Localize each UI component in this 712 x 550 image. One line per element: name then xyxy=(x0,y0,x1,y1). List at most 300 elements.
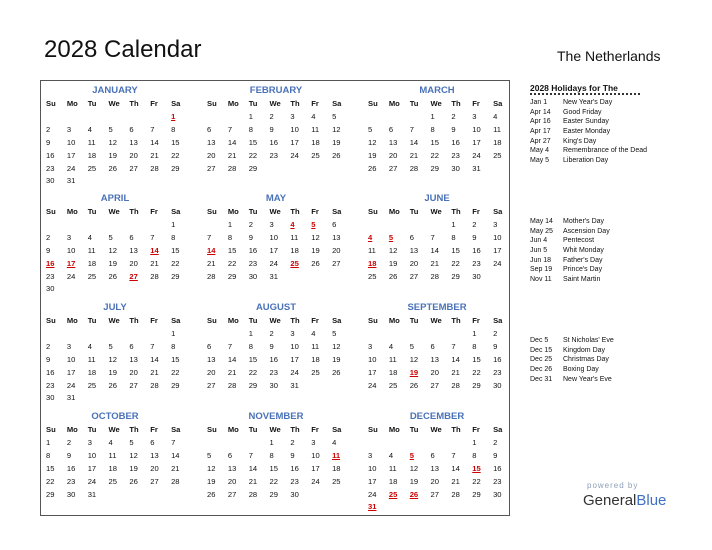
day-cell: 18 xyxy=(332,463,341,473)
day-cell: 5 xyxy=(108,232,113,242)
weekday-header: Fr xyxy=(472,207,480,216)
day-cell: 21 xyxy=(171,463,180,473)
week-row xyxy=(42,463,188,476)
day-cell: 27 xyxy=(150,476,159,486)
holiday-day-cell: 15 xyxy=(472,463,481,473)
weekday-header: We xyxy=(108,99,120,108)
empty-cell xyxy=(125,489,146,502)
day-cell: 13 xyxy=(332,232,341,242)
holiday-name: Kingdom Day xyxy=(563,346,606,354)
day-cell: 3 xyxy=(66,341,72,351)
day-cell: 5 xyxy=(368,124,373,134)
week-row xyxy=(364,124,510,137)
holiday-name: New Year's Day xyxy=(563,99,613,106)
day-cell: 26 xyxy=(409,380,419,390)
day-cell: 17 xyxy=(472,137,481,147)
week-row xyxy=(364,271,510,284)
week-row xyxy=(364,354,510,367)
month-name: DECEMBER xyxy=(409,411,465,422)
day-cell: 17 xyxy=(290,137,299,147)
day-cell: 6 xyxy=(430,341,435,351)
empty-cell xyxy=(245,437,266,450)
day-cell: 21 xyxy=(227,150,237,160)
week-row xyxy=(364,380,510,393)
month-grid xyxy=(364,424,510,514)
day-cell: 25 xyxy=(87,380,97,390)
month-november xyxy=(203,410,349,501)
holiday-name: Mother's Day xyxy=(563,218,605,225)
day-cell: 31 xyxy=(269,271,278,281)
holiday-name: Liberation Day xyxy=(563,157,609,165)
day-cell: 1 xyxy=(171,328,176,338)
empty-cell xyxy=(146,175,167,188)
week-row xyxy=(203,489,349,502)
week-row xyxy=(42,232,188,245)
day-cell: 15 xyxy=(269,463,278,473)
day-cell: 17 xyxy=(493,245,502,255)
day-cell: 8 xyxy=(269,450,274,460)
day-cell: 22 xyxy=(46,476,55,486)
day-cell: 23 xyxy=(472,258,481,268)
day-cell: 3 xyxy=(493,219,498,229)
day-cell: 15 xyxy=(171,354,180,364)
empty-cell xyxy=(167,175,188,188)
holiday-day-cell: 16 xyxy=(46,258,55,268)
day-cell: 15 xyxy=(248,354,258,364)
weekday-header: Tu xyxy=(409,316,419,325)
day-cell: 7 xyxy=(207,232,212,242)
day-cell: 21 xyxy=(207,258,216,268)
day-cell: 6 xyxy=(129,124,134,134)
weekday-header: Tu xyxy=(248,99,258,108)
week-row xyxy=(42,124,188,137)
empty-cell xyxy=(167,283,188,296)
month-grid xyxy=(203,424,349,501)
weekday-header: We xyxy=(108,425,120,434)
empty-cell xyxy=(105,175,126,188)
empty-cell xyxy=(385,328,406,341)
day-cell: 30 xyxy=(66,489,76,499)
day-cell: 19 xyxy=(108,258,117,268)
weekday-header: Sa xyxy=(493,99,503,108)
day-cell: 7 xyxy=(451,341,456,351)
month-name: AUGUST xyxy=(255,302,297,313)
empty-cell xyxy=(406,328,427,341)
day-cell: 14 xyxy=(409,137,419,147)
day-cell: 12 xyxy=(409,354,419,364)
day-cell: 4 xyxy=(311,111,316,121)
day-cell: 19 xyxy=(108,367,117,377)
empty-cell xyxy=(146,219,167,232)
weekday-header: Th xyxy=(290,316,300,325)
month-grid xyxy=(364,206,510,283)
day-cell: 21 xyxy=(227,367,237,377)
weekday-header: Tu xyxy=(248,316,258,325)
day-cell: 4 xyxy=(87,232,92,242)
week-row xyxy=(364,437,510,450)
day-cell: 24 xyxy=(66,271,76,281)
day-cell: 26 xyxy=(108,163,117,173)
week-row xyxy=(203,245,349,258)
day-cell: 6 xyxy=(332,219,337,229)
holiday-entry xyxy=(530,127,700,137)
day-cell: 22 xyxy=(269,476,278,486)
empty-cell xyxy=(84,328,105,341)
day-cell: 28 xyxy=(248,489,258,499)
day-cell: 14 xyxy=(451,463,460,473)
holiday-entry xyxy=(530,236,700,246)
weekday-header: Fr xyxy=(150,207,158,216)
day-cell: 11 xyxy=(87,137,96,147)
weekday-header: Sa xyxy=(171,99,181,108)
weekday-header: We xyxy=(108,207,120,216)
day-cell: 23 xyxy=(46,271,55,281)
week-row xyxy=(203,437,349,450)
day-cell: 30 xyxy=(451,163,460,173)
day-cell: 24 xyxy=(368,489,377,499)
weekday-header: Fr xyxy=(472,99,480,108)
day-cell: 20 xyxy=(129,367,138,377)
month-name: SEPTEMBER xyxy=(407,302,467,313)
day-cell: 18 xyxy=(87,367,97,377)
holiday-date: Jun 4 xyxy=(530,237,548,245)
weekday-header: Sa xyxy=(171,425,181,434)
weekday-header: Tu xyxy=(248,425,258,434)
day-cell: 14 xyxy=(248,463,258,473)
holiday-name: St Nicholas' Eve xyxy=(563,337,614,344)
holiday-date: Apr 27 xyxy=(530,137,551,145)
day-cell: 8 xyxy=(171,124,176,134)
day-cell: 11 xyxy=(368,245,376,255)
holiday-name: Remembrance of the Dead xyxy=(563,147,648,155)
weekday-header: We xyxy=(430,425,442,434)
weekday-header: Th xyxy=(451,316,461,325)
month-september xyxy=(364,301,510,392)
weekday-header: Su xyxy=(368,207,378,216)
weekday-header: Sa xyxy=(332,425,342,434)
month-grid xyxy=(203,315,349,392)
week-row xyxy=(42,437,188,450)
day-cell: 31 xyxy=(66,176,76,186)
day-cell: 3 xyxy=(269,219,274,229)
day-cell: 11 xyxy=(493,124,501,134)
empty-cell xyxy=(427,328,448,341)
weekday-header: Su xyxy=(368,425,378,434)
day-cell: 22 xyxy=(171,150,180,160)
weekday-header: We xyxy=(269,425,281,434)
day-cell: 5 xyxy=(409,341,414,351)
week-row xyxy=(203,450,349,463)
day-cell: 20 xyxy=(150,463,159,473)
holiday-entry xyxy=(530,375,700,385)
empty-cell xyxy=(406,219,427,232)
empty-cell xyxy=(105,392,126,405)
holiday-entry xyxy=(530,346,700,356)
holiday-name: Boxing Day xyxy=(563,366,599,374)
day-cell: 26 xyxy=(332,150,341,160)
week-row xyxy=(42,450,188,463)
generalblue-logo xyxy=(583,492,666,509)
day-cell: 23 xyxy=(451,150,460,160)
weekday-header: We xyxy=(430,207,442,216)
day-cell: 21 xyxy=(409,150,419,160)
day-cell: 16 xyxy=(269,354,278,364)
day-cell: 1 xyxy=(171,219,176,229)
day-cell: 29 xyxy=(451,271,460,281)
empty-cell xyxy=(489,163,510,176)
holiday-date: May 25 xyxy=(530,227,553,235)
holiday-day-cell: 14 xyxy=(150,245,159,255)
week-row xyxy=(42,367,188,380)
weekday-header: Fr xyxy=(311,99,319,108)
month-august xyxy=(203,301,349,392)
day-cell: 9 xyxy=(66,450,72,460)
day-cell: 1 xyxy=(46,437,51,447)
week-row xyxy=(364,150,510,163)
day-cell: 15 xyxy=(248,137,258,147)
day-cell: 8 xyxy=(46,450,51,460)
day-cell: 12 xyxy=(332,124,341,134)
weekday-header: Mo xyxy=(227,99,239,108)
day-cell: 24 xyxy=(269,258,278,268)
holiday-list-3 xyxy=(530,336,700,384)
month-name: OCTOBER xyxy=(91,411,139,422)
day-cell: 29 xyxy=(269,489,278,499)
day-cell: 14 xyxy=(171,450,180,460)
day-cell: 2 xyxy=(493,328,498,338)
day-cell: 14 xyxy=(150,137,159,147)
week-row xyxy=(203,232,349,245)
day-cell: 4 xyxy=(87,341,92,351)
day-cell: 16 xyxy=(248,245,258,255)
empty-cell xyxy=(307,163,328,176)
day-cell: 9 xyxy=(248,232,253,242)
weekday-header: Th xyxy=(451,425,461,434)
holiday-date: Apr 14 xyxy=(530,108,551,116)
day-cell: 24 xyxy=(87,476,97,486)
day-cell: 21 xyxy=(248,476,258,486)
empty-cell xyxy=(42,328,63,341)
week-row xyxy=(364,245,510,258)
weekday-header: Mo xyxy=(388,207,400,216)
day-cell: 1 xyxy=(269,437,274,447)
day-cell: 21 xyxy=(451,476,460,486)
empty-cell xyxy=(447,501,468,514)
weekday-header: Mo xyxy=(66,207,78,216)
month-name: JULY xyxy=(103,302,127,313)
weekday-header: Tu xyxy=(409,425,419,434)
day-cell: 27 xyxy=(430,489,439,499)
day-cell: 2 xyxy=(46,232,51,242)
day-cell: 4 xyxy=(87,124,92,134)
empty-cell xyxy=(406,501,427,514)
day-cell: 31 xyxy=(472,163,481,173)
weekday-header: Mo xyxy=(388,316,400,325)
week-row xyxy=(364,137,510,150)
day-cell: 5 xyxy=(108,341,113,351)
weekday-header: Su xyxy=(207,99,217,108)
empty-cell xyxy=(427,501,448,514)
day-cell: 24 xyxy=(290,367,299,377)
day-cell: 30 xyxy=(46,393,55,403)
day-cell: 18 xyxy=(388,367,398,377)
holiday-entry xyxy=(530,156,700,166)
empty-cell xyxy=(84,219,105,232)
empty-cell xyxy=(84,392,105,405)
day-cell: 16 xyxy=(472,245,481,255)
day-cell: 28 xyxy=(150,380,159,390)
day-cell: 17 xyxy=(311,463,320,473)
day-cell: 10 xyxy=(290,124,299,134)
day-cell: 23 xyxy=(46,380,55,390)
holiday-name: Christmas Day xyxy=(563,356,609,364)
empty-cell xyxy=(63,328,84,341)
day-cell: 26 xyxy=(311,258,320,268)
empty-cell xyxy=(328,271,349,284)
day-cell: 12 xyxy=(129,450,138,460)
holiday-entry xyxy=(530,137,700,147)
day-cell: 6 xyxy=(388,124,394,134)
day-cell: 23 xyxy=(66,476,76,486)
weekday-header: Th xyxy=(290,425,300,434)
day-cell: 9 xyxy=(451,124,456,134)
holiday-date: May 4 xyxy=(530,147,550,155)
weekday-header: Th xyxy=(129,316,139,325)
day-cell: 18 xyxy=(311,137,320,147)
day-cell: 31 xyxy=(290,380,299,390)
day-cell: 30 xyxy=(493,380,502,390)
empty-cell xyxy=(286,163,307,176)
day-cell: 12 xyxy=(388,245,398,255)
day-cell: 20 xyxy=(409,258,419,268)
powered-by-label: powered by xyxy=(587,481,639,490)
day-cell: 27 xyxy=(207,380,216,390)
weekday-header: Th xyxy=(451,207,461,216)
weekday-header: Sa xyxy=(493,316,503,325)
month-grid xyxy=(203,206,349,283)
weekday-header: Th xyxy=(129,99,139,108)
empty-cell xyxy=(146,489,167,502)
day-cell: 4 xyxy=(493,111,498,121)
empty-cell xyxy=(427,437,448,450)
week-row xyxy=(203,380,349,393)
weekday-header: Fr xyxy=(150,316,158,325)
empty-cell xyxy=(125,219,146,232)
day-cell: 27 xyxy=(129,380,138,390)
holiday-day-cell: 4 xyxy=(290,219,295,229)
empty-cell xyxy=(42,111,63,124)
day-cell: 12 xyxy=(108,245,117,255)
holidays-title: 2028 Holidays for The xyxy=(530,83,618,93)
day-cell: 26 xyxy=(129,476,138,486)
month-april xyxy=(42,192,188,296)
empty-cell xyxy=(266,163,287,176)
day-cell: 17 xyxy=(66,150,76,160)
day-cell: 28 xyxy=(150,271,159,281)
week-row xyxy=(42,111,188,124)
holiday-day-cell: 31 xyxy=(368,502,377,512)
day-cell: 30 xyxy=(46,284,55,294)
week-row xyxy=(203,271,349,284)
weekday-header: Th xyxy=(290,207,300,216)
day-cell: 22 xyxy=(248,367,258,377)
empty-cell xyxy=(385,111,406,124)
week-row xyxy=(203,354,349,367)
week-row xyxy=(42,175,188,188)
empty-cell xyxy=(364,219,385,232)
day-cell: 13 xyxy=(388,137,398,147)
week-row xyxy=(364,258,510,271)
day-cell: 16 xyxy=(493,354,502,364)
weekday-header: Mo xyxy=(66,425,78,434)
holiday-date: Dec 25 xyxy=(530,356,553,364)
day-cell: 21 xyxy=(451,367,460,377)
month-june xyxy=(364,192,510,283)
day-cell: 22 xyxy=(171,367,180,377)
weekday-header: We xyxy=(269,316,281,325)
day-cell: 24 xyxy=(368,380,377,390)
day-cell: 3 xyxy=(472,111,477,121)
holiday-date: May 5 xyxy=(530,157,550,165)
day-cell: 15 xyxy=(171,245,180,255)
holiday-day-cell: 19 xyxy=(409,367,419,377)
holiday-date: Jun 18 xyxy=(530,256,552,264)
weekday-header: Sa xyxy=(493,207,503,216)
day-cell: 31 xyxy=(87,489,97,499)
holiday-name: Pentecost xyxy=(563,237,595,245)
day-cell: 13 xyxy=(129,354,138,364)
day-cell: 7 xyxy=(227,341,233,351)
empty-cell xyxy=(167,489,188,502)
holiday-entry xyxy=(530,227,700,237)
holiday-name: Good Friday xyxy=(563,108,602,116)
day-cell: 9 xyxy=(46,245,51,255)
day-cell: 19 xyxy=(409,476,419,486)
week-row xyxy=(203,463,349,476)
day-cell: 20 xyxy=(207,367,216,377)
day-cell: 19 xyxy=(207,476,216,486)
day-cell: 27 xyxy=(227,489,237,499)
week-row xyxy=(42,258,188,271)
day-cell: 8 xyxy=(472,341,477,351)
empty-cell xyxy=(125,175,146,188)
day-cell: 13 xyxy=(207,354,216,364)
day-cell: 29 xyxy=(171,380,180,390)
day-cell: 1 xyxy=(248,328,253,338)
holiday-day-cell: 11 xyxy=(332,450,341,460)
weekday-header: Th xyxy=(451,99,461,108)
day-cell: 10 xyxy=(269,232,278,242)
day-cell: 3 xyxy=(368,450,373,460)
day-cell: 6 xyxy=(409,232,414,242)
day-cell: 24 xyxy=(66,163,76,173)
day-cell: 12 xyxy=(332,341,341,351)
day-cell: 11 xyxy=(311,124,320,134)
day-cell: 10 xyxy=(66,354,76,364)
day-cell: 20 xyxy=(227,476,237,486)
day-cell: 29 xyxy=(227,271,237,281)
page-title: 2028 Calendar xyxy=(44,36,202,63)
week-row xyxy=(42,341,188,354)
empty-cell xyxy=(105,111,126,124)
day-cell: 14 xyxy=(227,137,237,147)
weekday-header: Mo xyxy=(388,99,400,108)
day-cell: 7 xyxy=(171,437,176,447)
weekday-header: Mo xyxy=(227,207,239,216)
weekday-header: Th xyxy=(129,207,139,216)
month-name: APRIL xyxy=(100,193,130,204)
week-row xyxy=(364,328,510,341)
